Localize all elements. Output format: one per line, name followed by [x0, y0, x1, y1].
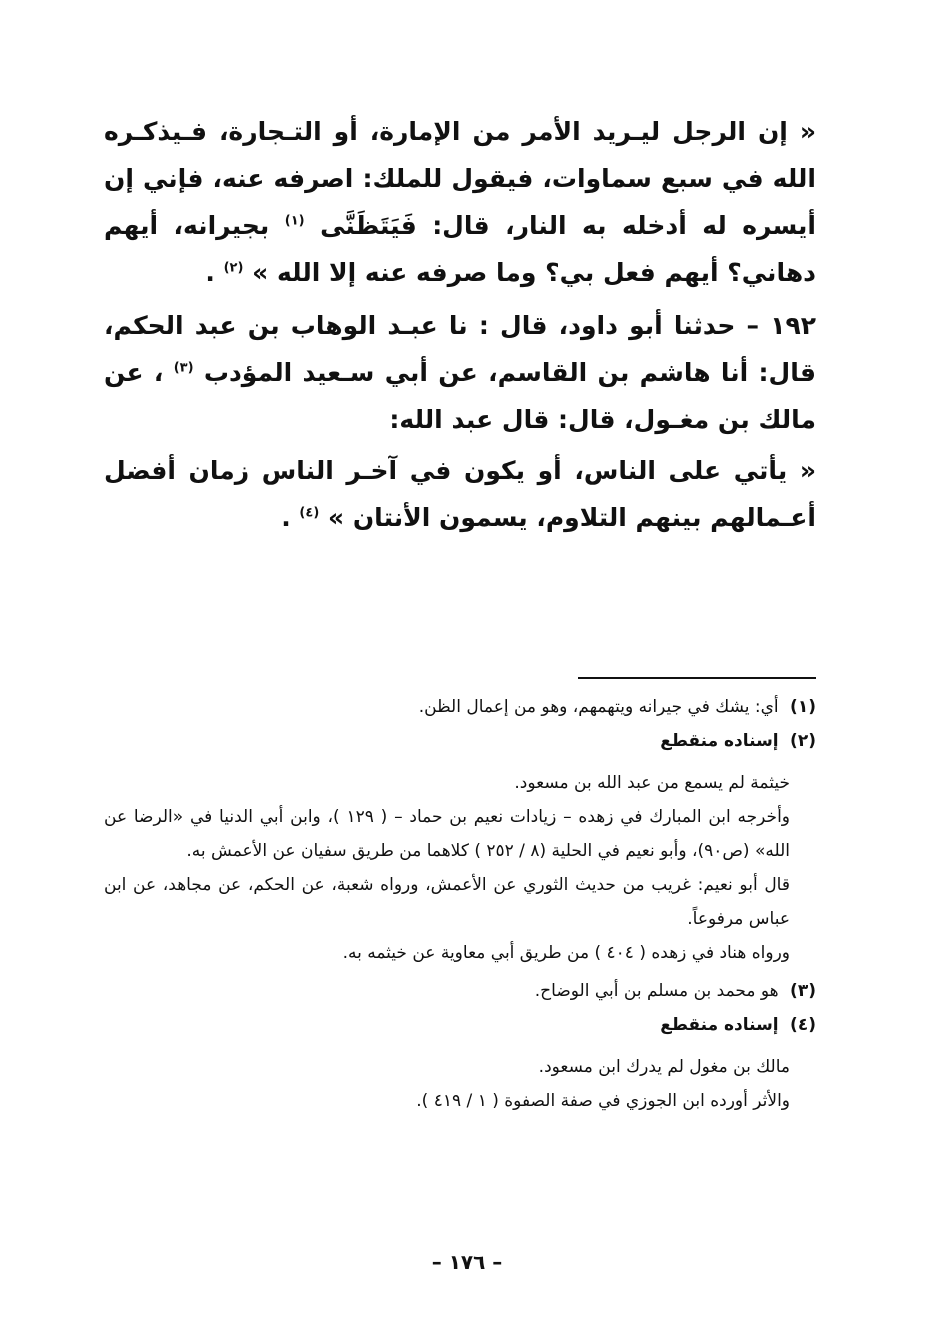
footnote-line: قال أبو نعيم: غريب من حديث الثوري عن الأعمش، ورواه شعبة، عن الحكم، عن مجاهد، عن ابن عباس مرفوعاً.: [104, 875, 790, 929]
paragraph-hadith-1: [104, 108, 816, 296]
footnote-2: [104, 724, 816, 758]
paragraph-text: ١٩٢ – حدثنا أبو داود، قال : نا عبـد الوهاب بن عبد الحكم، قال: أنا هاشم بن القاسم، عن أبي سـعيد المؤدب: [104, 311, 816, 387]
paragraph-text: « يأتي على الناس، أو يكون في آخـر الناس زمان أفضل أعـمالهم بينهم التلاوم، يسمون الأنتان »: [104, 456, 816, 532]
footnote-ref[interactable]: (١): [284, 213, 305, 229]
footnote-heading: إسناده منقطع: [660, 1015, 779, 1035]
footnote-3: [104, 974, 816, 1008]
page-number: – ١٧٦ –: [431, 1250, 503, 1274]
footnote-divider: [578, 677, 816, 679]
footnote-text: أي: يشك في جيرانه ويتهمهم، وهو من إعمال الظن.: [418, 697, 779, 717]
paragraph-isnad-192: [104, 302, 816, 443]
footnote-number: (٤): [790, 1015, 816, 1035]
footnote-4-body: [104, 1050, 816, 1118]
footnotes: [104, 690, 816, 1122]
footnote-line: خيثمة لم يسمع من عبد الله بن مسعود.: [514, 773, 790, 793]
footnote-number: (١): [790, 697, 816, 717]
footnote-number: (٢): [790, 731, 816, 751]
main-text: [104, 108, 816, 541]
paragraph-text: « إن الرجل ليـريد الأمر من الإمارة، أو التـجارة، فـيذكـره الله في سبع سماوات، فيقول للملك: اصرفه عنه، فإني إن أيسره له أدخله به النار، قال: فَيَتَظَنَّى: [104, 117, 816, 240]
footnote-ref[interactable]: (٤): [299, 505, 320, 521]
footnote-heading: إسناده منقطع: [660, 731, 779, 751]
footnote-text: هو محمد بن مسلم بن أبي الوضاح.: [534, 981, 779, 1001]
footnote-line: وأخرجه ابن المبارك في زهده – زيادات نعيم بن حماد – ( ١٢٩ )، وابن أبي الدنيا في «الرضا عن الله» (ص٩٠)، وأبو نعيم في الحلية (٨ / ٢٥٢ ) كلاهما من طريق سفيان عن الأعمش به.: [104, 807, 790, 861]
paragraph-text: ، عن مالك بن مغـول، قال: قال عبد الله:: [104, 358, 816, 434]
paragraph-text: بجيرانه، أيهم دهاني؟ أيهم فعل بي؟ وما صرفه عنه إلا الله »: [104, 211, 816, 287]
paragraph-end: .: [205, 258, 215, 287]
footnote-ref[interactable]: (٣): [173, 360, 194, 376]
paragraph-end: .: [281, 503, 291, 532]
footnote-line: والأثر أورده ابن الجوزي في صفة الصفوة ( ١ / ٤١٩ ).: [416, 1091, 790, 1111]
paragraph-hadith-2: [104, 447, 816, 541]
footnote-2-body: [104, 766, 816, 970]
footnote-ref[interactable]: (٢): [223, 260, 244, 276]
footnote-4: [104, 1008, 816, 1042]
footnote-line: ورواه هناد في زهده ( ٤٠٤ ) من طريق أبي معاوية عن خيثمه به.: [342, 943, 790, 963]
footnote-number: (٣): [790, 981, 816, 1001]
footnote-line: مالك بن مغول لم يدرك ابن مسعود.: [538, 1057, 790, 1077]
footnote-1: [104, 690, 816, 724]
